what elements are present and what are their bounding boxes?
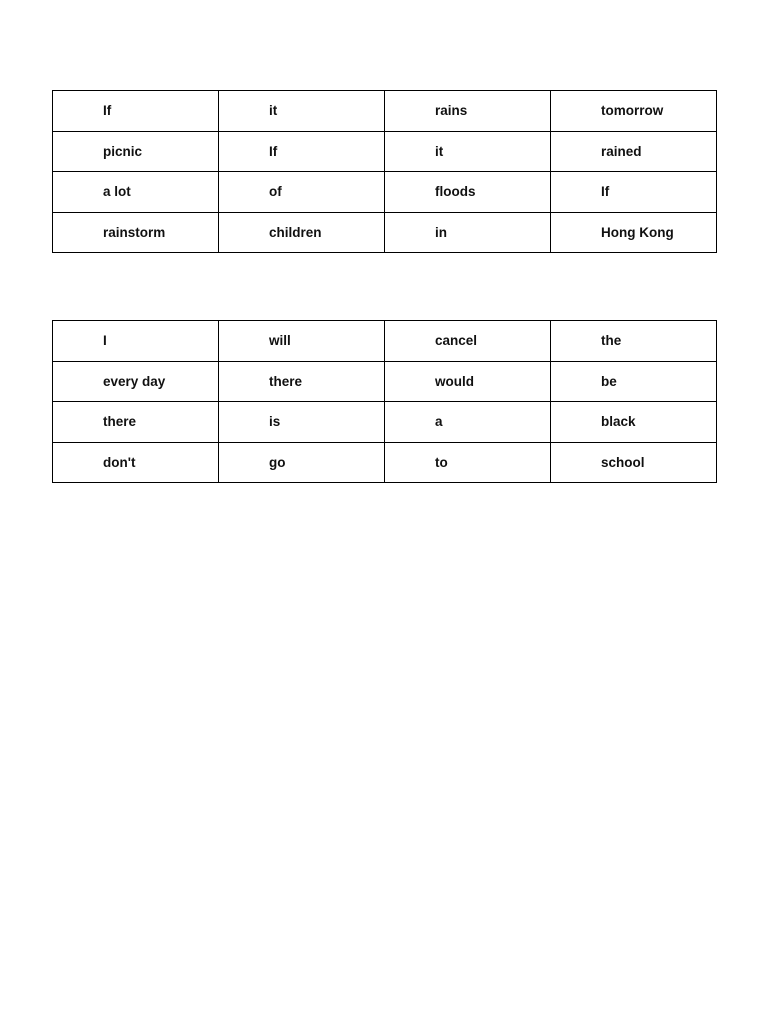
word-cell: cancel — [385, 321, 551, 362]
word-cell: tomorrow — [551, 91, 717, 132]
word-table-2 — [52, 320, 717, 483]
word-cell: school — [551, 442, 717, 483]
word-cell: every day — [53, 361, 219, 402]
table-row — [53, 91, 717, 132]
word-cell: it — [385, 131, 551, 172]
word-cell: black — [551, 402, 717, 443]
word-cell: the — [551, 321, 717, 362]
table-row — [53, 442, 717, 483]
word-cell: floods — [385, 172, 551, 213]
table-row — [53, 402, 717, 443]
word-cell: there — [53, 402, 219, 443]
word-cell: in — [385, 212, 551, 253]
table-row — [53, 172, 717, 213]
word-cell: would — [385, 361, 551, 402]
word-cell: picnic — [53, 131, 219, 172]
word-cell: be — [551, 361, 717, 402]
word-cell: Hong Kong — [551, 212, 717, 253]
word-cell: to — [385, 442, 551, 483]
word-cell: If — [53, 91, 219, 132]
table-row — [53, 361, 717, 402]
word-cell: I — [53, 321, 219, 362]
word-cell: rains — [385, 91, 551, 132]
word-cell: there — [219, 361, 385, 402]
word-cell: a lot — [53, 172, 219, 213]
word-cell: will — [219, 321, 385, 362]
word-cell: it — [219, 91, 385, 132]
table-row — [53, 321, 717, 362]
word-cell: children — [219, 212, 385, 253]
table-row — [53, 212, 717, 253]
table-row — [53, 131, 717, 172]
word-cell: If — [551, 172, 717, 213]
word-cell: go — [219, 442, 385, 483]
word-cell: a — [385, 402, 551, 443]
word-cell: rained — [551, 131, 717, 172]
word-cell: of — [219, 172, 385, 213]
word-cell: rainstorm — [53, 212, 219, 253]
word-table-1 — [52, 90, 717, 253]
word-cell: If — [219, 131, 385, 172]
word-cell: is — [219, 402, 385, 443]
word-cell: don't — [53, 442, 219, 483]
